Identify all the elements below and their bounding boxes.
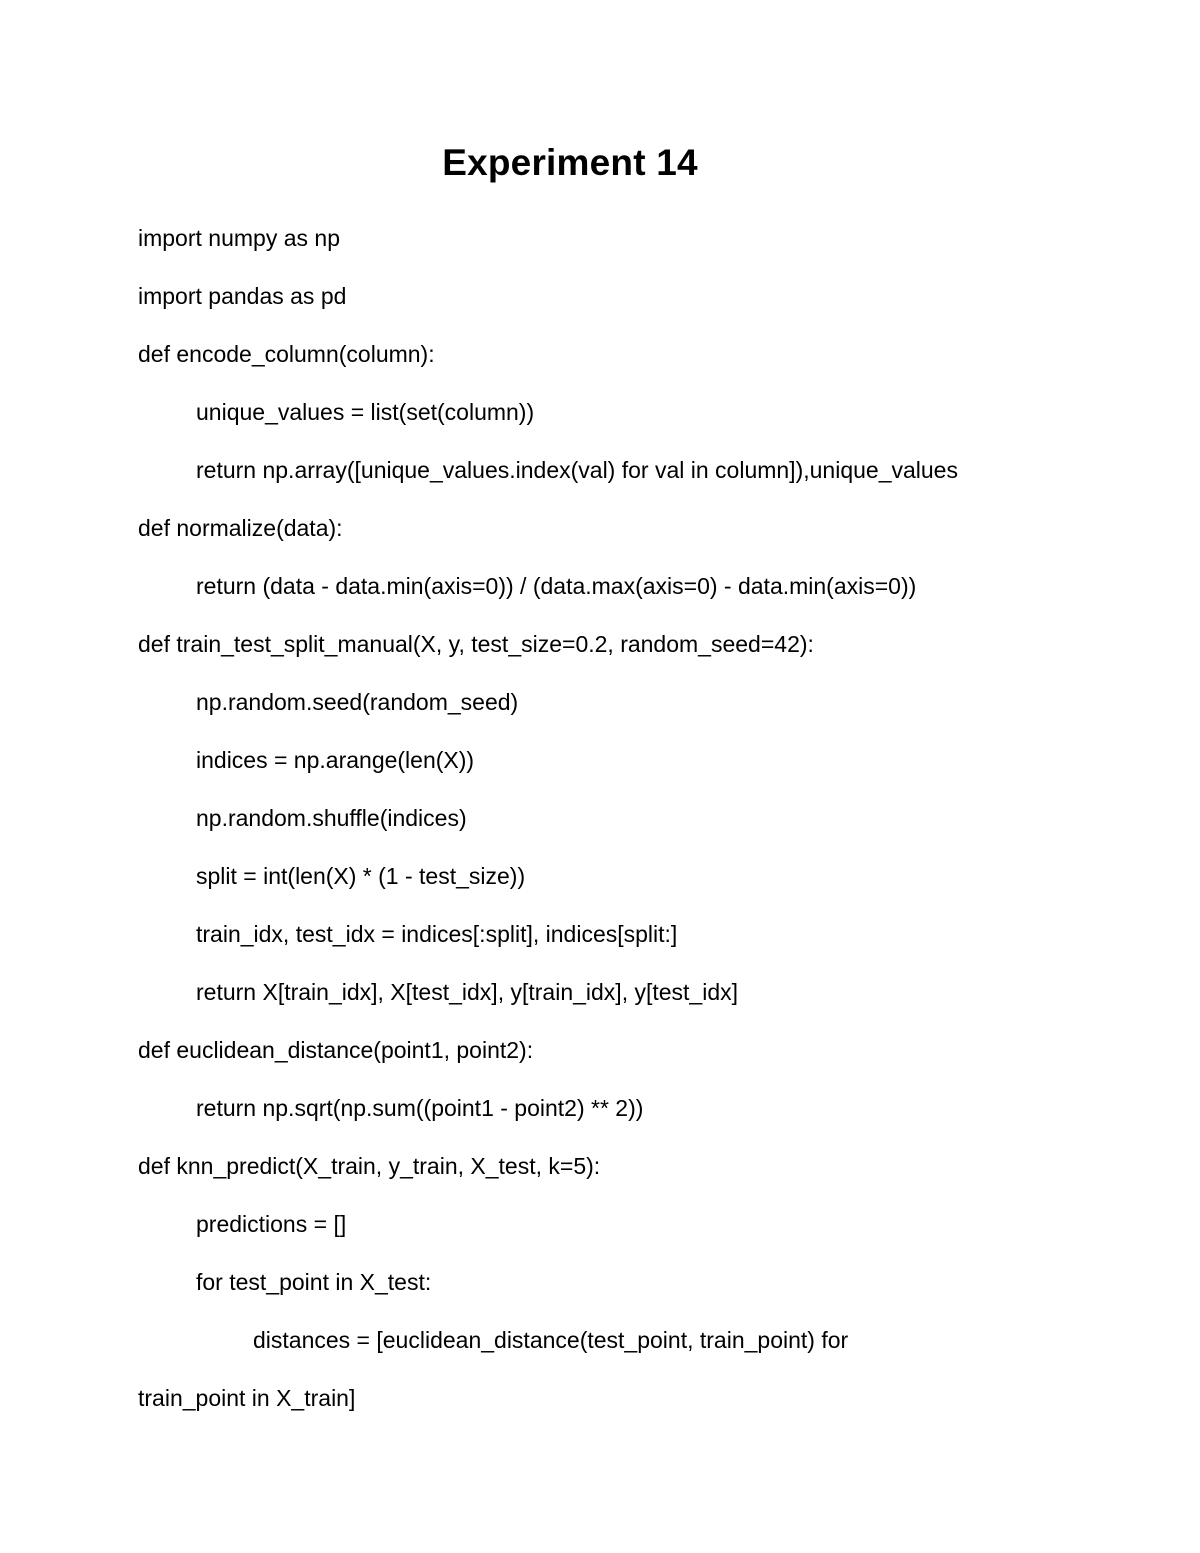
code-line: return X[train_idx], X[test_idx], y[train_idx], y[test_idx] (196, 979, 739, 1005)
code-line: distances = [euclidean_distance(test_point, train_point) for (253, 1327, 849, 1353)
code-line: return (data - data.min(axis=0)) / (data.max(axis=0) - data.min(axis=0)) (196, 573, 917, 599)
code-line: predictions = [] (196, 1211, 347, 1237)
code-line: def encode_column(column): (138, 341, 435, 367)
document-title: Experiment 14 (442, 142, 698, 183)
code-line: np.random.shuffle(indices) (196, 805, 467, 831)
code-line: def knn_predict(X_train, y_train, X_test, k=5): (138, 1153, 601, 1179)
code-line: np.random.seed(random_seed) (196, 689, 519, 715)
code-line: import numpy as np (138, 225, 340, 251)
code-line: train_point in X_train] (138, 1385, 356, 1411)
code-line: split = int(len(X) * (1 - test_size)) (196, 863, 526, 889)
code-line: def euclidean_distance(point1, point2): (138, 1037, 534, 1063)
code-line: unique_values = list(set(column)) (196, 399, 535, 425)
code-listing (138, 222, 1178, 1440)
code-line: train_idx, test_idx = indices[:split], indices[split:] (196, 921, 678, 947)
code-line: def normalize(data): (138, 515, 343, 541)
code-line: def train_test_split_manual(X, y, test_size=0.2, random_seed=42): (138, 631, 814, 657)
code-line: return np.array([unique_values.index(val) for val in column]),unique_values (196, 457, 958, 483)
code-line: for test_point in X_test: (196, 1269, 432, 1295)
code-line: import pandas as pd (138, 283, 347, 309)
code-line: indices = np.arange(len(X)) (196, 747, 475, 773)
code-line: return np.sqrt(np.sum((point1 - point2) ** 2)) (196, 1095, 644, 1121)
